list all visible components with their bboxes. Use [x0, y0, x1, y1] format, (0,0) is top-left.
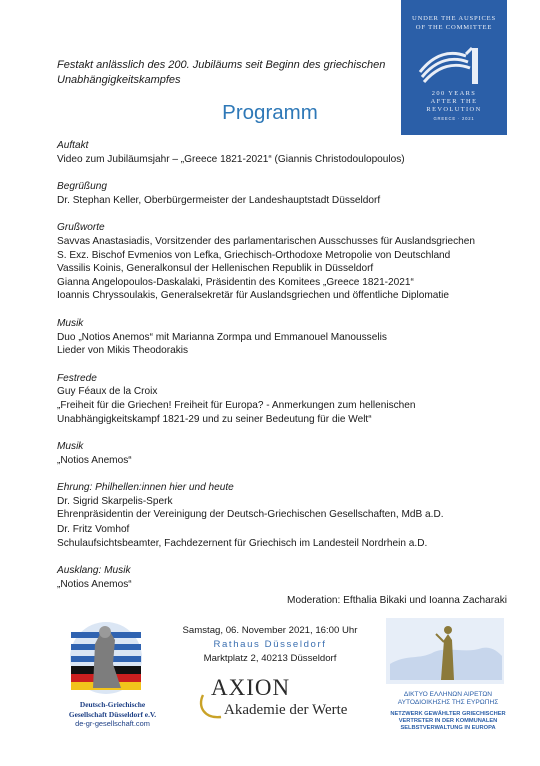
header-title	[57, 58, 402, 88]
badge-years-line-3: REVOLUTION	[426, 106, 482, 113]
program-section	[57, 221, 527, 303]
section-line: Dr. Stephan Keller, Oberbürgermeister der Landeshauptstadt Düsseldorf	[57, 194, 381, 206]
dgg-duesseldorf-logo	[55, 618, 170, 733]
network-greek-line-2: ΑΥΤΟΔΙΟΙΚΗΣΗΣ ΤΗΣ ΕΥΡΩΠΗΣ	[397, 699, 499, 706]
section-line: Ioannis Chryssoulakis, Generalsekretär für Auslandsgriechen und öffentliche Diplomatie	[57, 290, 449, 302]
badge-top-line-2: OF THE COMMITTEE	[415, 24, 493, 31]
axion-subtitle: Akademie der Werte	[224, 702, 348, 718]
section-heading: Grußworte	[57, 222, 105, 234]
network-german-line-3: SELBSTVERWALTUNG IN EUROPA	[400, 724, 496, 731]
network-german-line-2: VERTRETER IN DER KOMMUNALEN	[398, 717, 498, 724]
event-address: Marktplatz 2, 40213 Düsseldorf	[203, 653, 337, 664]
program-section	[57, 372, 527, 426]
program-section	[57, 481, 527, 550]
moderation-line: Moderation: Efthalia Bikaki und Ioanna Zacharaki	[287, 595, 507, 606]
axion-logo	[199, 675, 359, 727]
section-heading: Ausklang: Musik	[57, 565, 131, 577]
section-heading: Musik	[57, 441, 84, 453]
program-section	[57, 139, 527, 166]
badge-years-line-2: AFTER THE	[430, 98, 478, 105]
section-line: „Freiheit für die Griechen! Freiheit für Europa? - Anmerkungen zum hellenischen	[57, 399, 416, 411]
dgg-name-line-1: Deutsch-Griechische	[79, 700, 146, 709]
dgg-name-line-2: Gesellschaft Düsseldorf e.V.	[68, 710, 157, 719]
program-list	[57, 139, 527, 605]
header-line-2: Unabhängigkeitskampfes	[57, 74, 181, 86]
badge-top-line-1: UNDER THE AUSPICES	[412, 15, 496, 22]
section-line: Duo „Notios Anemos“ mit Marianna Zormpa und Emmanouel Manousselis	[57, 331, 387, 343]
section-heading: Begrüßung	[57, 181, 107, 193]
program-section	[57, 564, 527, 591]
section-line: Unabhängigkeitskampf 1821-29 und zu seiner Bedeutung für die Welt“	[57, 413, 372, 425]
program-section	[57, 440, 527, 467]
section-line: Savvas Anastasiadis, Vorsitzender des parlamentarischen Ausschusses für Auslandsgriechen	[57, 235, 476, 247]
section-heading: Musik	[57, 317, 84, 329]
dgg-url[interactable]: de-gr-gesellschaft.com	[75, 719, 150, 728]
section-line: Lieder von Mikis Theodorakis	[57, 345, 189, 357]
section-line: Gianna Angelopoulos-Daskalaki, Präsidentin des Komitees „Greece 1821-2021“	[57, 276, 414, 288]
badge-small-text: GREECE · 2021	[433, 116, 475, 121]
badge-years-line-1: 200 YEARS	[431, 90, 477, 97]
section-line: Video zum Jubiläumsjahr – „Greece 1821-2021“ (Giannis Christodoulopoulos)	[57, 153, 405, 165]
section-heading: Ehrung: Philhellen:innen hier und heute	[57, 482, 234, 494]
network-greek-line-1: ΔΙΚΤΥΟ ΕΛΛΗΝΩΝ ΑΙΡΕΤΩΝ	[403, 691, 493, 698]
section-line: Ehrenpräsidentin der Vereinigung der Deutsch-Griechischen Gesellschaften, MdB a.D.	[57, 509, 444, 521]
network-german-line-1: NETZWERK GEWÄHLTER GRIECHISCHER	[390, 711, 506, 717]
header-line-1: Festakt anlässlich des 200. Jubiläums seit Beginn des griechischen	[57, 59, 386, 71]
program-section	[57, 180, 527, 207]
event-venue: Rathaus Düsseldorf	[213, 639, 327, 650]
section-line: Dr. Fritz Vomhof	[57, 524, 130, 536]
axion-name: AXION	[211, 675, 291, 700]
section-line: Dr. Sigrid Skarpelis-Sperk	[57, 495, 173, 507]
section-line: Schulaufsichtsbeamter, Fachdezernent für Griechisch im Landesteil Nordrhein a.D.	[57, 537, 428, 549]
event-info	[170, 624, 370, 666]
network-logo	[386, 618, 510, 738]
event-date: Samstag, 06. November 2021, 16:00 Uhr	[182, 625, 358, 636]
page-title-text: Programm	[222, 101, 318, 124]
program-section	[57, 317, 527, 358]
section-heading: Auftakt	[57, 140, 89, 151]
section-line: Guy Féaux de la Croix	[57, 386, 158, 398]
section-line: Vassilis Koinis, Generalkonsul der Hellenischen Republik in Düsseldorf	[57, 263, 374, 275]
europe-statue-icon	[386, 618, 504, 684]
dgg-emblem-icon	[55, 618, 158, 694]
section-line: „Notios Anemos“	[57, 454, 132, 466]
section-line: S. Exz. Bischof Evmenios von Lefka, Griechisch-Orthodoxe Metropolie von Deutschland	[57, 249, 451, 261]
badge-emblem-icon	[414, 42, 494, 86]
section-line: „Notios Anemos“	[57, 578, 132, 590]
section-heading: Festrede	[57, 372, 97, 384]
page-title	[0, 101, 540, 125]
